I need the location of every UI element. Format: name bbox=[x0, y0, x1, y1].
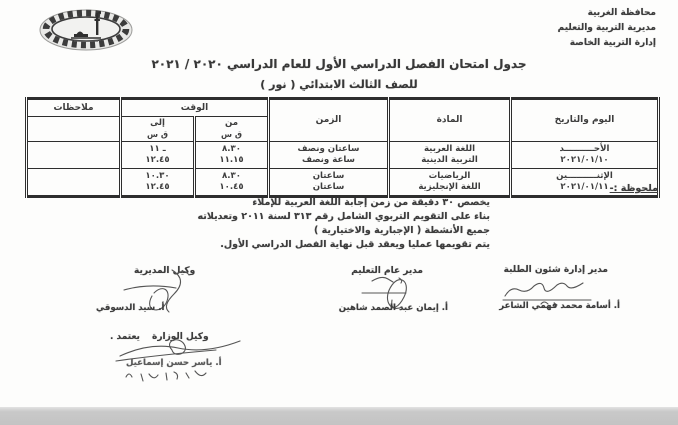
duration-line: ساعتان bbox=[312, 171, 345, 181]
duration-line: ساعتان ونصف bbox=[297, 144, 360, 154]
subject-line: اللغة الإنجليزية bbox=[418, 182, 481, 192]
page-title: جدول امتحان الفصل الدراسي الأول للعام الدراسي ٢٠٢٠ / ٢٠٢١ bbox=[151, 57, 527, 71]
col-header-time-to bbox=[121, 117, 195, 142]
col-header-subject: المادة bbox=[389, 99, 511, 142]
sig-title-directorate-deputy: وكيل المديرية bbox=[134, 266, 196, 276]
cell-notes-empty bbox=[27, 169, 121, 197]
cell-time-from bbox=[195, 169, 269, 197]
col-header-time-from bbox=[195, 117, 269, 142]
col-header-duration: الزمن bbox=[269, 99, 389, 142]
time-value: ١٠.٣٠ bbox=[145, 171, 170, 181]
scan-edge-band bbox=[0, 407, 678, 425]
cell-durations bbox=[269, 142, 389, 169]
col-header-day-date: اليوم والتاريخ bbox=[511, 99, 659, 142]
notes-heading: ملحوظة :- bbox=[609, 183, 658, 194]
approval-title: وكيل الوزارة bbox=[152, 332, 209, 342]
cell-time-to bbox=[121, 169, 195, 197]
col-header-notes-empty bbox=[27, 117, 121, 142]
day-name: الإثنــــــــــين bbox=[556, 171, 613, 181]
note-line-2: بناء على التقويم التربوي الشامل رقم ٣١٣ لسنة ٢٠١١ وتعديلاته bbox=[197, 211, 490, 222]
date-value: ٢٠٢١/٠١/١١ bbox=[560, 182, 609, 192]
approval-date-scribble bbox=[120, 369, 204, 383]
table-row-sunday bbox=[27, 142, 659, 169]
note-line-1: يخصص ٣٠ دقيقة من زمن إجابة اللغة العربية للإملاء bbox=[252, 197, 490, 208]
time-from-units: ق س bbox=[221, 130, 242, 139]
approval-name: أ. ياسر حسن إسماعيل bbox=[126, 358, 222, 368]
sig-name-education-director: أ. إيمان عبد الصمد شاهين bbox=[338, 303, 448, 313]
cell-subjects bbox=[389, 142, 511, 169]
time-value: ١٠.٤٥ bbox=[219, 182, 244, 192]
cell-notes-empty bbox=[27, 142, 121, 169]
time-value: ١٢.٤٥ bbox=[145, 155, 170, 165]
time-value: ١٢.٤٥ bbox=[145, 182, 170, 192]
cell-time-from bbox=[195, 142, 269, 169]
agency-line-governorate: محافظة الغربية bbox=[587, 8, 656, 18]
cell-time-to bbox=[121, 142, 195, 169]
subject-line: اللغة العربية bbox=[423, 144, 476, 154]
cell-durations bbox=[269, 169, 389, 197]
note-line-3: جميع الأنشطة ( الإجبارية والاختيارية ) bbox=[313, 225, 490, 236]
time-from-label: من bbox=[224, 118, 239, 128]
agency-line-administration: إدارة التربية الخاصة bbox=[569, 38, 656, 48]
time-value: ١١.١٥ bbox=[219, 155, 244, 165]
agency-line-directorate: مديرية التربية والتعليم bbox=[557, 23, 656, 33]
sig-title-student-affairs: مدير إدارة شئون الطلبة bbox=[503, 265, 608, 275]
exam-schedule-table bbox=[25, 97, 660, 198]
duration-line: ساعة ونصف bbox=[301, 155, 356, 165]
col-header-notes: ملاحظات bbox=[27, 99, 121, 117]
cell-subjects bbox=[389, 169, 511, 197]
time-value: ٨.٣٠ bbox=[221, 144, 241, 154]
page-subtitle: للصف الثالث الابتدائي ( نور ) bbox=[260, 78, 418, 91]
date-value: ٢٠٢١/٠١/١٠ bbox=[560, 155, 609, 165]
governorate-logo-icon bbox=[38, 7, 134, 57]
time-value: ٨.٣٠ bbox=[221, 171, 241, 181]
agency-header bbox=[558, 6, 656, 51]
duration-line: ساعتان bbox=[312, 182, 345, 192]
table-row-monday bbox=[27, 169, 659, 197]
day-name: الأحــــــــــد bbox=[559, 144, 610, 154]
cell-day-date bbox=[511, 142, 659, 169]
subject-line: التربية الدينية bbox=[421, 155, 478, 165]
sig-title-education-director: مدير عام التعليم bbox=[351, 266, 423, 276]
subject-line: الرياضيات bbox=[428, 171, 471, 181]
note-line-4: يتم تقويمها عمليا ويعقد قبل نهاية الفصل الدراسي الأول. bbox=[220, 239, 490, 250]
approval-label: يعتمد . bbox=[110, 332, 140, 342]
sig-name-student-affairs: أ. أسامة محمد فهمي الشاعر bbox=[499, 301, 620, 311]
time-value: ـ ١١ bbox=[149, 144, 166, 154]
time-to-label: إلى bbox=[150, 118, 165, 128]
col-header-time: الوقت bbox=[121, 99, 269, 117]
time-to-units: ق س bbox=[147, 130, 168, 139]
sig-name-directorate-deputy: أ. سيد الدسوقي bbox=[96, 303, 165, 313]
